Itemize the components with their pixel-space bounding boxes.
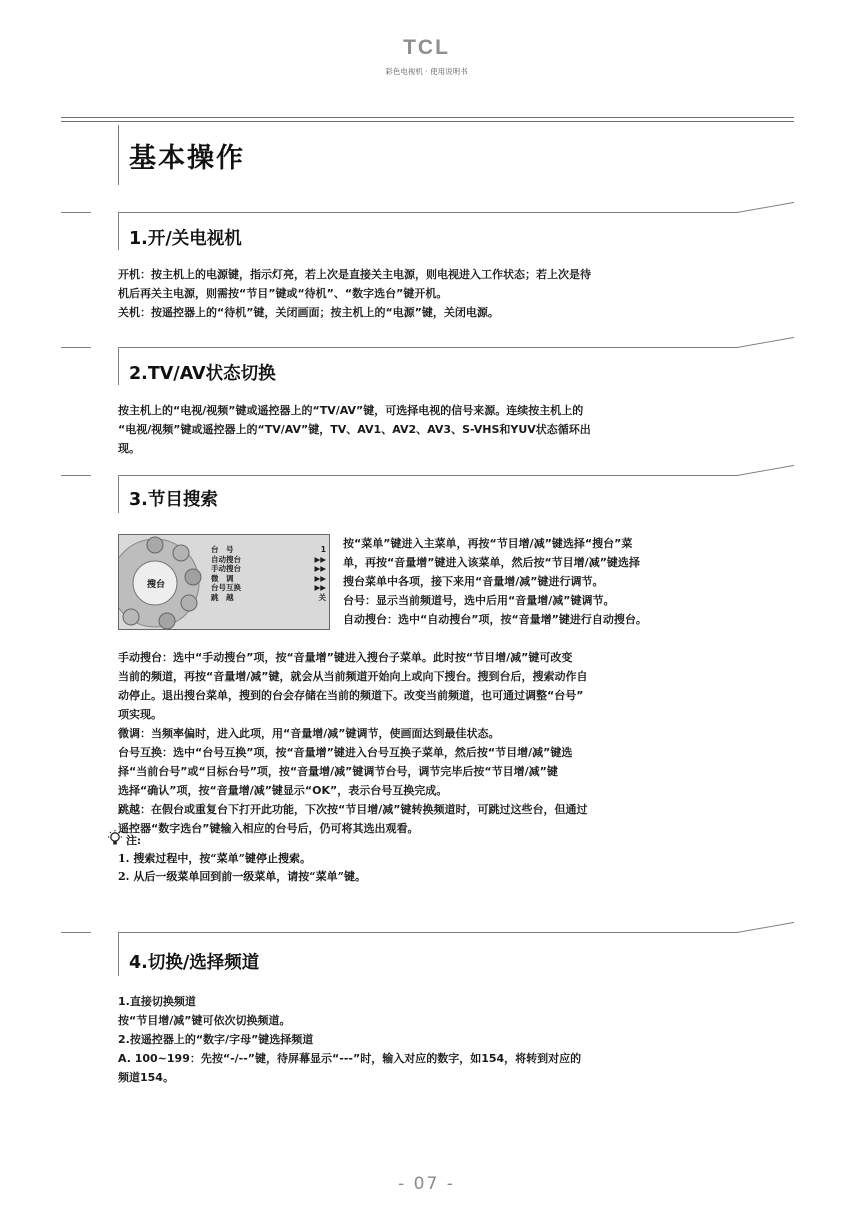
note-line: 2. 从后一级菜单回到前一级菜单，请按“菜单”键。 [118,870,366,883]
note-title: 注: [126,834,142,847]
section-4-line: 2.按遥控器上的“数字/字母”键选择频道 [118,1033,314,1046]
menu-row-label: 手动搜台 [211,564,241,573]
section-3-vertical-rule [118,475,119,513]
menu-row [211,555,326,565]
menu-row-value: ▶▶ [314,583,326,592]
section-3-line: 手动搜台：选中“手动搜台”项，按“音量增”键进入搜台子菜单。此时按“节目增/减”键可改变 [118,651,573,664]
section-3-line: 项实现。 [118,708,162,721]
section-4-divider-tail [737,922,794,933]
page-number: - 07 - [398,1174,455,1194]
menu-row-label: 台号互换 [211,583,241,592]
section-3-line: 选择“确认”项，按“音量增/减”键显示“OK”，表示台号互换完成。 [118,784,448,797]
menu-row-value: ▶▶ [314,573,326,583]
section-3-line: 当前的频道，再按“音量增/减”键，就会从当前频道开始向上或向下搜台。搜到台后，搜索动作自 [118,670,588,683]
section-3-line: 择“当前台号”或“目标台号”项，按“音量增/减”键调节台号，调节完毕后按“节目增/减”键 [118,765,558,778]
search-menu-screenshot [118,534,330,630]
section-4-line: 1.直接切换频道 [118,995,196,1008]
note-line: 1. 搜索过程中，按“菜单”键停止搜索。 [118,852,311,865]
section-2-line: “电视/视频”键或遥控器上的“TV/AV”键，TV、AV1、AV2、AV3、S-VHS和YUV状态循环出 [118,423,591,436]
menu-row-label: 跳 越 [211,592,234,602]
section-3-side-line: 按“菜单”键进入主菜单，再按“节目增/减”键选择“搜台”菜 [343,537,633,550]
section-4-body [118,992,798,1087]
section-4-divider-left [61,932,91,933]
section-3-body [118,648,798,838]
section-2-body [118,401,798,458]
menu-row-label: 自动搜台 [211,554,241,564]
title-vertical-rule [118,125,119,185]
section-4-line: A. 100~199：先按“-/--”键，待屏幕显示“---”时，输入对应的数字，如154，将转到对应的 [118,1052,582,1065]
section-2-divider [118,347,738,348]
menu-row [211,583,326,593]
section-4-line: 按“节目增/减”键可依次切换频道。 [118,1014,291,1027]
section-1-vertical-rule [118,212,119,250]
note-body [118,850,798,886]
menu-options [211,545,326,602]
section-3-line: 微调：当频率偏时，进入此项，用“音量增/减”键调节，使画面达到最佳状态。 [118,727,500,740]
section-3-side-line: 搜台菜单中各项，接下来用“音量增/减”键进行调节。 [343,575,604,588]
section-2-vertical-rule [118,347,119,385]
menu-row-label: 微 调 [211,573,234,583]
section-4-heading: 4.切换/选择频道 [129,953,260,973]
lightbulb-icon [106,829,124,847]
title-rule-top [61,117,794,118]
menu-row [211,545,326,555]
menu-row-value: ▶▶ [314,554,326,564]
section-3-line: 跳越：在假台或重复台下打开此功能，下次按“节目增/减”键转换频道时，可跳过这些台，但通过 [118,803,588,816]
section-1-line: 机后再关主电源，则需按“节目”键或“待机”、“数字选台”键开机。 [118,287,448,300]
section-1-body [118,265,798,322]
section-2-line: 现。 [118,442,140,455]
menu-row-value: 关 [318,592,326,602]
section-1-divider-left [61,212,91,213]
section-3-line: 台号互换：选中“台号互换”项，按“音量增”键进入台号互换子菜单，然后按“节目增/减”键选 [118,746,573,759]
menu-row-label: 台 号 [211,545,234,554]
menu-row [211,574,326,584]
section-2-line: 按主机上的“电视/视频”键或遥控器上的“TV/AV”键，可选择电视的信号来源。连续按主机上的 [118,404,584,417]
section-1-divider-tail [737,202,794,213]
menu-row-value: 1 [320,545,326,554]
section-2-divider-tail [737,337,794,348]
section-4-vertical-rule [118,932,119,976]
section-3-divider-tail [737,465,794,476]
section-1-heading: 1.开/关电视机 [129,229,242,249]
section-1-line: 关机：按遥控器上的“待机”键，关闭画面；按主机上的“电源”键，关闭电源。 [118,306,499,319]
section-3-divider-left [61,475,91,476]
section-3-line: 遥控器“数字选台”键输入相应的台号后，仍可将其选出观看。 [118,822,419,835]
section-4-line: 频道154。 [118,1071,174,1084]
menu-row-value: ▶▶ [314,564,326,573]
section-3-side-line: 单，再按“音量增”键进入该菜单，然后按“节目增/减”键选择 [343,556,640,569]
menu-selected-label: 搜台 [146,580,165,590]
section-3-line: 动停止。退出搜台菜单，搜到的台会存储在当前的频道下。改变当前频道，也可通过调整“台号” [118,689,584,702]
section-3-heading: 3.节目搜索 [129,490,218,510]
section-4-divider [118,932,738,933]
section-2-divider-left [61,347,91,348]
section-2-heading: 2.TV/AV状态切换 [129,364,276,384]
section-3-side-line: 自动搜台：选中“自动搜台”项，按“音量增”键进行自动搜台。 [343,613,647,626]
title-rule-bottom [61,121,794,122]
section-1-line: 开机：按主机上的电源键，指示灯亮，若上次是直接关主电源，则电视进入工作状态；若上次是待 [118,268,591,281]
section-3-side-text [343,534,798,629]
menu-row [211,564,326,574]
brand-logo: TCL [403,36,450,59]
section-1-divider [118,212,738,213]
section-3-divider [118,475,738,476]
menu-row [211,593,326,603]
header-tagline: 彩色电视机 · 使用说明书 [385,67,468,76]
page-title: 基本操作 [129,143,245,174]
section-3-side-line: 台号：显示当前频道号，选中后用“音量增/减”键调节。 [343,594,615,607]
